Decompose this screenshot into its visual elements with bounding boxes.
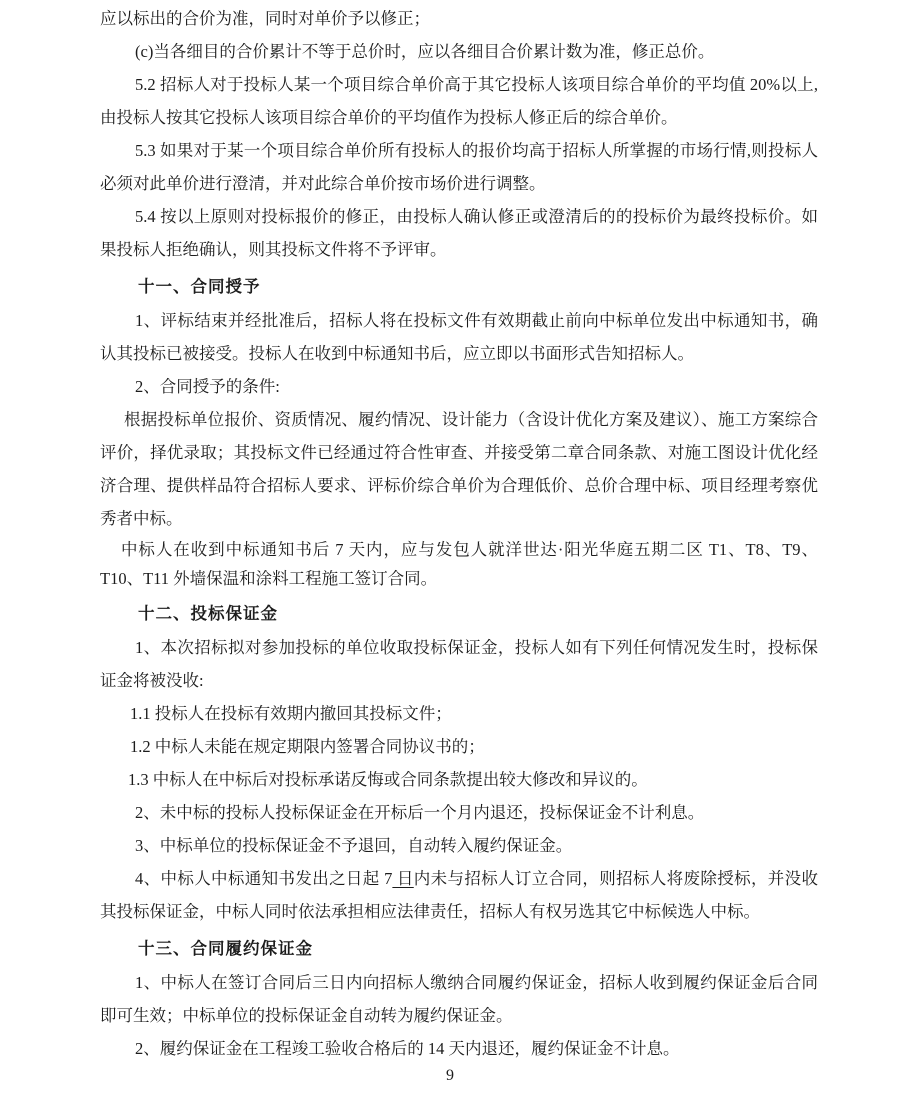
paragraph	[100, 370, 818, 403]
text-run: 1、中标人在签订合同后三日内向招标人缴纳合同履约保证金，招标人收到履约保证金后合同即可生效；中标单位的投标保证金自动转为履约保证金。	[100, 973, 818, 1025]
paragraph	[100, 862, 818, 928]
paragraph	[100, 730, 818, 763]
document-content	[100, 2, 818, 1065]
paragraph	[100, 631, 818, 697]
paragraph	[100, 763, 818, 796]
text-run: 根据投标单位报价、资质情况、履约情况、设计能力（含设计优化方案及建议）、施工方案综合评价，择优录取；其投标文件已经通过符合性审查、并接受第二章合同条款、对施工图设计优化经济合理、提供样品符合招标人要求、评标价综合单价为合理低价、总价合理中标、项目经理考察优秀者中标。	[100, 410, 818, 528]
section-heading	[100, 271, 818, 304]
paragraph	[100, 134, 818, 200]
page-number: 9	[446, 1067, 454, 1084]
text-run: 4、中标人中标通知书发出之日起 7	[135, 869, 393, 888]
text-run: 3、中标单位的投标保证金不予退回，自动转入履约保证金。	[135, 836, 573, 855]
text-run: 内未与招标人订立合同，则招标人将废除授标，并没收其投标保证金，中标人同时依法承担相应法律责任，招标人有权另选其它中标候选人中标。	[100, 869, 819, 921]
text-run: 2、未中标的投标人投标保证金在开标后一个月内退还，投标保证金不计利息。	[135, 803, 705, 822]
text-run: 1.2 中标人未能在规定期限内签署合同协议书的；	[130, 737, 485, 756]
paragraph	[100, 796, 818, 829]
section-heading	[100, 598, 818, 631]
section-heading	[100, 933, 818, 966]
paragraph	[100, 35, 818, 68]
underlined-text: 日	[392, 869, 414, 888]
text-run: 十一、合同授予	[138, 278, 261, 296]
text-run: 中标人在收到中标通知书后 7 天内，应与发包人就洋世达·阳光华庭五期二区 T1、T8、T9、T10、T11 外墙保温和涂料工程施工签订合同。	[100, 540, 818, 588]
paragraph	[100, 200, 818, 266]
text-run: (c)当各细目的合价累计不等于总价时，应以各细目合价累计数为准，修正总价。	[135, 42, 715, 61]
text-run: 1、评标结束并经批准后，招标人将在投标文件有效期截止前向中标单位发出中标通知书，确认其投标已被接受。投标人在收到中标通知书后，应立即以书面形式告知招标人。	[100, 311, 818, 363]
text-run: 应以标出的合价为准，同时对单价予以修正；	[100, 9, 430, 28]
paragraph	[100, 966, 818, 1032]
text-run: 十二、投标保证金	[138, 605, 278, 623]
text-run: 5.4 按以上原则对投标报价的修正，由投标人确认修正或澄清后的的投标价为最终投标价。如果投标人拒绝确认，则其投标文件将不予评审。	[100, 207, 818, 259]
text-run: 5.3 如果对于某一个项目综合单价所有投标人的报价均高于招标人所掌握的市场行情,则投标人必须对此单价进行澄清，并对此综合单价按市场价进行调整。	[100, 141, 818, 193]
text-run: 2、履约保证金在工程竣工验收合格后的 14 天内退还，履约保证金不计息。	[135, 1039, 680, 1058]
text-run: 2、合同授予的条件:	[135, 377, 280, 396]
text-run: 5.2 招标人对于投标人某一个项目综合单价高于其它投标人该项目综合单价的平均值 20%以上,由投标人按其它投标人该项目综合单价的平均值作为投标人修正后的综合单价。	[100, 75, 818, 127]
paragraph	[100, 1032, 818, 1065]
text-run: 十三、合同履约保证金	[138, 940, 313, 958]
text-run: 1.3 中标人在中标后对投标承诺反悔或合同条款提出较大修改和异议的。	[128, 770, 648, 789]
paragraph	[100, 304, 818, 370]
paragraph	[100, 2, 818, 35]
paragraph	[100, 829, 818, 862]
text-run: 1、本次招标拟对参加投标的单位收取投标保证金，投标人如有下列任何情况发生时，投标保证金将被没收:	[100, 638, 818, 690]
paragraph	[100, 403, 818, 535]
text-run: 1.1 投标人在投标有效期内撤回其投标文件；	[130, 704, 452, 723]
paragraph	[100, 697, 818, 730]
paragraph	[100, 68, 818, 134]
paragraph	[100, 535, 818, 593]
